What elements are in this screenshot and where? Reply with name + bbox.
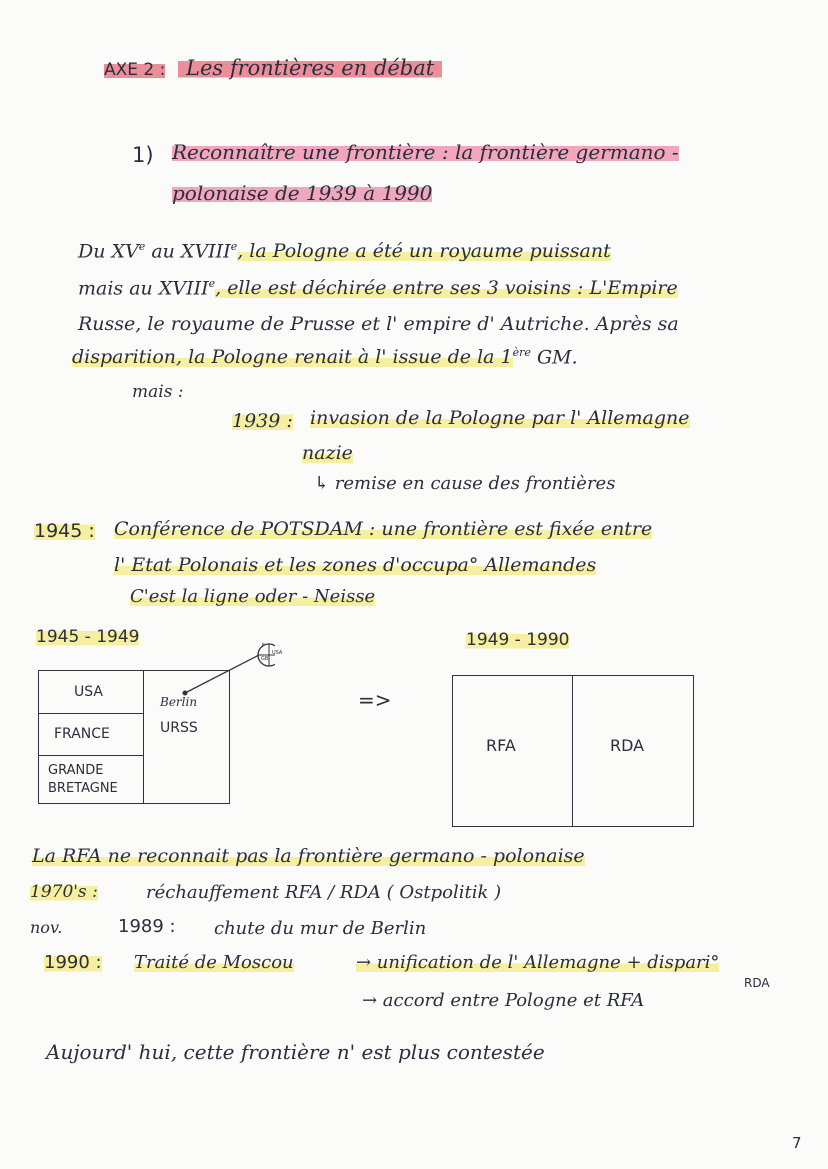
timeline-1989-month: nov.: [30, 918, 63, 937]
timeline-1990-unification: [356, 952, 719, 973]
main-title: [178, 56, 442, 80]
section-title-line2: [172, 181, 432, 205]
diagram-right-period-text: 1949 - 1990: [466, 630, 570, 650]
section-title-line2-text: polonaise de 1939 à 1990: [172, 181, 433, 205]
timeline-1970-text: réchauffement RFA / RDA ( Ostpolitik ): [146, 882, 502, 903]
event-1945-year: [34, 520, 95, 542]
timeline-1990-year: [44, 952, 102, 973]
event-1945-year-text: 1945 :: [34, 520, 95, 542]
event-1939-text-span: invasion de la Pologne par l' Allemagne: [310, 407, 690, 429]
intro-line4-a: disparition, la Pologne renait à l' issue de la 1: [72, 346, 513, 369]
rfa-statement-text: La RFA ne reconnait pas la frontière germano - polonaise: [32, 845, 585, 867]
page-number: 7: [792, 1134, 802, 1152]
intro-line1-a: Du XV: [78, 240, 139, 263]
intro-line4-b: GM.: [530, 346, 578, 369]
zoom-label-usa: USA: [272, 650, 283, 656]
diagram-left-period-text: 1945 - 1949: [36, 627, 140, 647]
intro-line1-sup: e: [138, 240, 146, 253]
timeline-1990-treaty: [134, 952, 294, 973]
intro-line5: mais :: [132, 382, 184, 402]
rfa-rda-divider: [572, 675, 573, 826]
event-1939-text2-span: nazie: [302, 442, 353, 464]
conclusion: Aujourd' hui, cette frontière n' est plus contestée: [46, 1040, 545, 1064]
timeline-1990-accord: → accord entre Pologne et RFA: [362, 990, 645, 1011]
event-1945-text2-span: l' Etat Polonais et les zones d'occupa° Allemandes: [114, 554, 597, 576]
intro-line4: [72, 346, 578, 368]
diagram-right-period: [466, 630, 569, 650]
timeline-1970-year-text: 1970's :: [30, 882, 98, 902]
section-title-line1: [172, 140, 679, 164]
intro-line1-c: , la Pologne a été un royaume puissant: [237, 240, 611, 263]
diagram-left-period: [36, 627, 139, 647]
section-number: 1): [132, 143, 154, 167]
axe-label: [98, 60, 171, 80]
event-1945-text2: [114, 554, 596, 576]
timeline-1990-unification-text: → unification de l' Allemagne + dispari°: [356, 952, 720, 973]
timeline-1990-treaty-text: Traité de Moscou: [134, 952, 294, 973]
main-title-text: Les frontières en débat: [178, 56, 442, 80]
zones-divider-h1: [38, 713, 144, 714]
berlin-zoom-icon: [175, 633, 275, 703]
event-1945-text3: [130, 586, 375, 607]
intro-line1-b: au XVIII: [145, 240, 231, 263]
timeline-1989-year: 1989 :: [118, 916, 176, 937]
intro-line1-sup2: e: [230, 240, 238, 253]
timeline-1990-rda: RDA: [744, 976, 770, 990]
event-1945-text-span: Conférence de POTSDAM : une frontière est fixée entre: [114, 518, 653, 540]
timeline-1970-year: [30, 882, 98, 902]
section-title-line1-text: Reconnaître une frontière : la frontière germano -: [172, 140, 679, 164]
event-1939-text: [310, 407, 690, 429]
event-1939-text2: [302, 442, 353, 464]
rda-label: RDA: [610, 736, 645, 755]
event-1939-consequence: ↳ remise en cause des frontières: [314, 473, 616, 494]
zone-gb: GRANDE BRETAGNE: [48, 763, 118, 796]
zone-france: FRANCE: [54, 726, 110, 742]
zoom-label-f: F: [262, 643, 265, 649]
intro-line4-sup: ère: [512, 346, 531, 359]
rfa-label: RFA: [486, 736, 516, 755]
timeline-1989-text: chute du mur de Berlin: [214, 918, 427, 939]
transition-arrow: =>: [358, 688, 392, 712]
event-1945-text3-span: C'est la ligne oder - Neisse: [130, 586, 376, 607]
zoom-label-gb: GB: [261, 656, 269, 662]
event-1945-text: [114, 518, 652, 540]
intro-line2-b: , elle est déchirée entre ses 3 voisins : L'Empire: [215, 277, 678, 300]
axe-label-text: AXE 2 :: [104, 60, 166, 80]
zone-usa: USA: [74, 684, 103, 700]
event-1939-year: [232, 410, 293, 432]
intro-line2-sup: e: [208, 277, 216, 290]
intro-line3: Russe, le royaume de Prusse et l' empire d' Autriche. Après sa: [78, 313, 679, 335]
zone-berlin: Berlin: [160, 695, 198, 709]
event-1939-year-text: 1939 :: [232, 410, 293, 432]
intro-line2: [78, 277, 678, 299]
intro-line1: [78, 240, 611, 262]
intro-line2-a: mais au XVIII: [78, 277, 209, 300]
zones-divider-h2: [38, 755, 144, 756]
timeline-1990-year-text: 1990 :: [44, 952, 102, 973]
zone-urss: URSS: [160, 720, 198, 736]
rfa-statement: [32, 845, 585, 867]
